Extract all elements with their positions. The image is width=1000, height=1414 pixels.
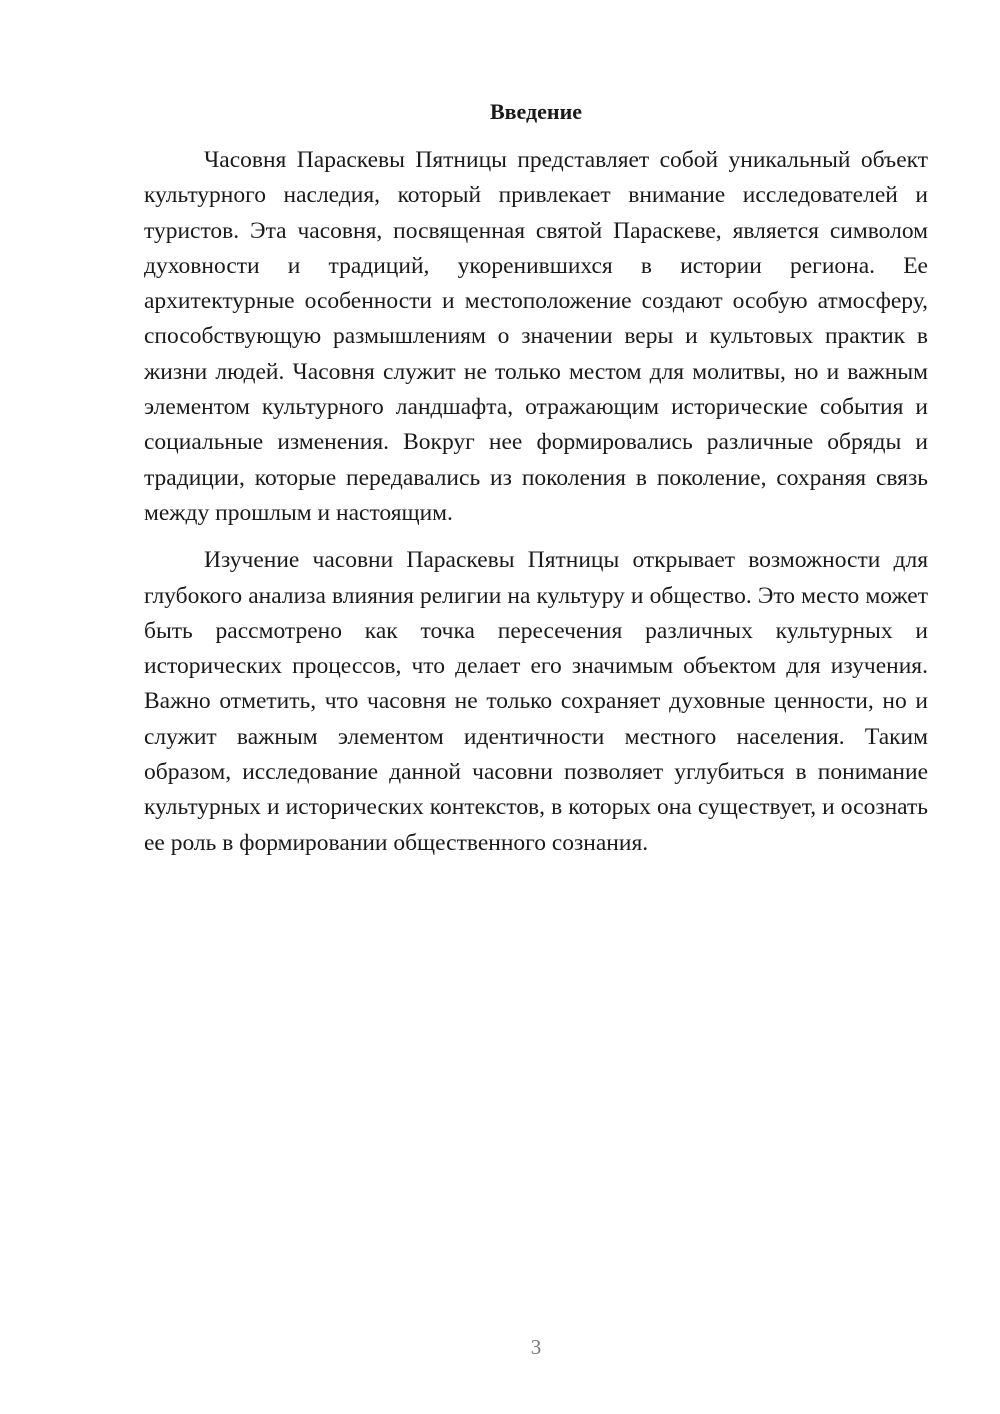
paragraph-2: Изучение часовни Параскевы Пятницы открывает возможности для глубокого анализа влияния религии на культуру и общество. Это место может быть рассмотрено как точка пересечения различных культурных и исторических процессов, что делает его значимым объектом для изучения. Важно отметить, что часовня не только сохраняет духовные ценности, но и служит важным элементом идентичности местного населения. Таким образом, исследование данной часовни позволяет углубиться в понимание культурных и исторических контекстов, в которых она существует, и осознать ее роль в формировании общественного сознания. [144, 547, 928, 856]
section-heading: Введение [489, 99, 583, 124]
body-text [144, 143, 928, 861]
page-number: 3 [530, 1335, 542, 1359]
paragraph-1: Часовня Параскевы Пятницы представляет собой уникальный объект культурного наследия, который привлекает внимание исследователей и туристов. Эта часовня, посвященная святой Параскеве, является символом духовности и традиций, укоренившихся в истории региона. Ее архитектурные особенности и местоположение создают особую атмосферу, способствующую размышлениям о значении веры и культовых практик в жизни людей. Часовня служит не только местом для молитвы, но и важным элементом культурного ландшафта, отражающим исторические события и социальные изменения. Вокруг нее формировались различные обряды и традиции, которые передавались из поколения в поколение, сохраняя связь между прошлым и настоящим. [144, 147, 928, 526]
